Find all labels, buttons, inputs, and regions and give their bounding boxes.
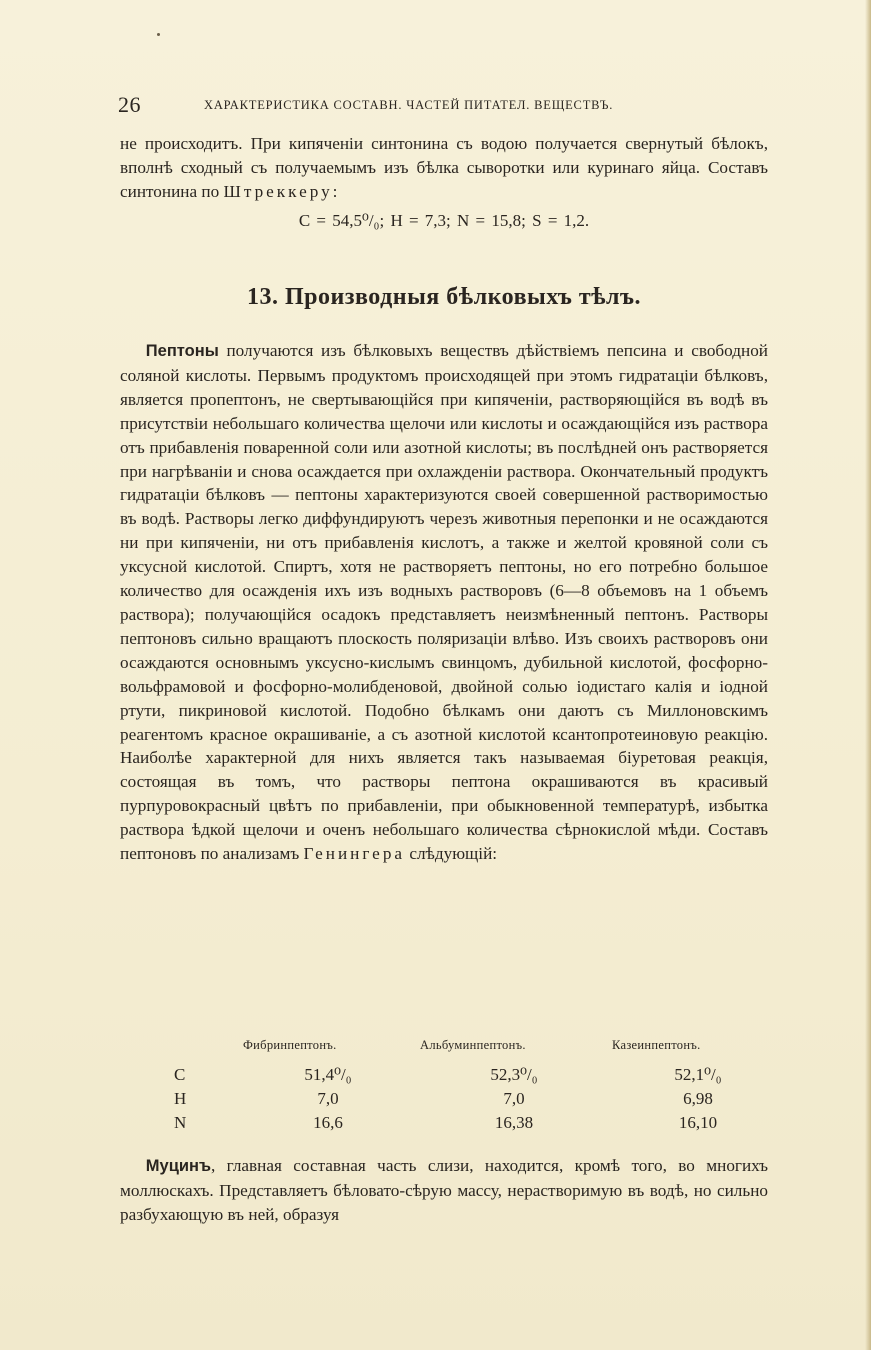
row-label: C	[174, 1065, 186, 1084]
peptone-composition-table	[120, 1038, 768, 1148]
table-header: Фибринпептонъ.	[243, 1038, 337, 1052]
table-header: Казеинпептонъ.	[612, 1038, 701, 1052]
table-row	[120, 1089, 768, 1113]
page-number: 26	[118, 92, 141, 117]
paragraph-text: , главная составная часть слизи, находится, кромѣ того, во многихъ моллюскахъ. Представляетъ бѣловато-сѣрую массу, нерастворимую въ водѣ, но сильно разбухающую въ ней, образуя	[120, 1156, 768, 1224]
ink-speck	[157, 33, 160, 36]
row-label: H	[174, 1089, 187, 1108]
table-row	[120, 1065, 768, 1089]
syntonin-formula: C = 54,5⁰/₀; H = 7,3; N = 15,8; S = 1,2.	[298, 211, 590, 230]
term-peptones: Пептоны	[145, 342, 219, 360]
paragraph-text: получаются изъ бѣлковыхъ веществъ дѣйствіемъ пепсина и свободной соляной кислоты. Первымъ продуктомъ происходящей при этомъ гидратаціи бѣлковъ, является пропептонъ, не свертывающійся при кипяченіи, растворяющійся въ водѣ въ присутствіи небольшаго количества щелочи или кислоты и осаждающійся изъ раствора отъ прибавленія поваренной соли или азотной кислоты; въ послѣдней онъ растворяется при нагрѣваніи и снова осаждается при охлажденіи раствора. Окончательный продуктъ гидратаціи бѣлковъ — пептоны характеризуются своей совершенной растворимостью въ водѣ. Растворы легко диффундируютъ черезъ животныя перепонки и не осаждаются ни при кипяченіи, ни отъ прибавленія кислотъ, а также и желтой кровяной соли съ уксусной кислотой. Спиртъ, хотя не растворяетъ пептоны, но его потребно большое количество для осажденія ихъ изъ водныхъ растворовъ (6—8 объемовъ на 1 объемъ раствора); получающійся осадокъ представляетъ неизмѣненный пептонъ. Растворы пептоновъ сильно вращаютъ плоскость поляризаціи влѣво. Изъ своихъ растворовъ они осаждаются основнымъ уксусно-кислымъ свинцомъ, дубильной кислотой, фосфорно-вольфрамовой и фосфорно-молибденовой, двойной солью іодистаго калія и іодной ртути, пикриновой кислотой. Подобно бѣлкамъ они даютъ съ Миллоновскимъ реагентомъ красное окрашиваніе, а съ азотной кислотой ксантопротеиновую реакцію. Наиболѣе характерной для нихъ является такъ называемая біуретовая реакція, состоящая въ томъ, что растворы пептона окрашиваются въ красивый пурпуровокрасный цвѣтъ по прибавленіи, при обыкновенной температурѣ, избытка раствора ѣдкой щелочи и оченъ небольшаго количества сѣрнокислой мѣди. Составъ пептоновъ по анализамъ	[120, 341, 768, 864]
author-name: Штреккеру	[223, 181, 333, 201]
row-label: N	[174, 1113, 187, 1132]
table-header: Альбуминпептонъ.	[420, 1038, 526, 1052]
table-cell: 7,0	[317, 1089, 339, 1108]
term-mucin: Муцинъ	[145, 1157, 211, 1175]
table-cell: 51,4⁰/₀	[304, 1065, 352, 1084]
author-name: Генингера	[303, 844, 406, 864]
paragraph-text-end: :	[332, 181, 338, 201]
table-cell: 7,0	[503, 1089, 525, 1108]
table-cell: 52,3⁰/₀	[490, 1065, 538, 1084]
paragraph-syntonin	[120, 132, 768, 204]
paragraph-mucin	[120, 1154, 768, 1227]
paragraph-text-end: слѣдующій:	[405, 844, 498, 864]
table-cell: 52,1⁰/₀	[674, 1065, 722, 1084]
table-row	[120, 1113, 768, 1137]
table-cell: 16,6	[313, 1113, 343, 1132]
table-cell: 16,10	[678, 1113, 718, 1132]
table-cell: 6,98	[683, 1089, 713, 1108]
section-heading: 13. Производныя бѣлковыхъ тѣлъ.	[247, 284, 641, 310]
running-head-title: ХАРАКТЕРИСТИКА СОСТАВН. ЧАСТЕЙ ПИТАТЕЛ. ВЕЩЕСТВЪ.	[204, 98, 614, 112]
paragraph-text: не происходитъ. При кипяченіи синтонина съ водою получается свернутый бѣлокъ, вполнѣ сходный съ получаемымъ изъ бѣлка сыворотки или куринаго яйца. Составъ синтонина по	[120, 134, 768, 201]
running-head	[118, 92, 778, 120]
paragraph-peptones	[120, 339, 768, 866]
table-cell: 16,38	[494, 1113, 534, 1132]
page-edge-shadow	[865, 0, 871, 1350]
